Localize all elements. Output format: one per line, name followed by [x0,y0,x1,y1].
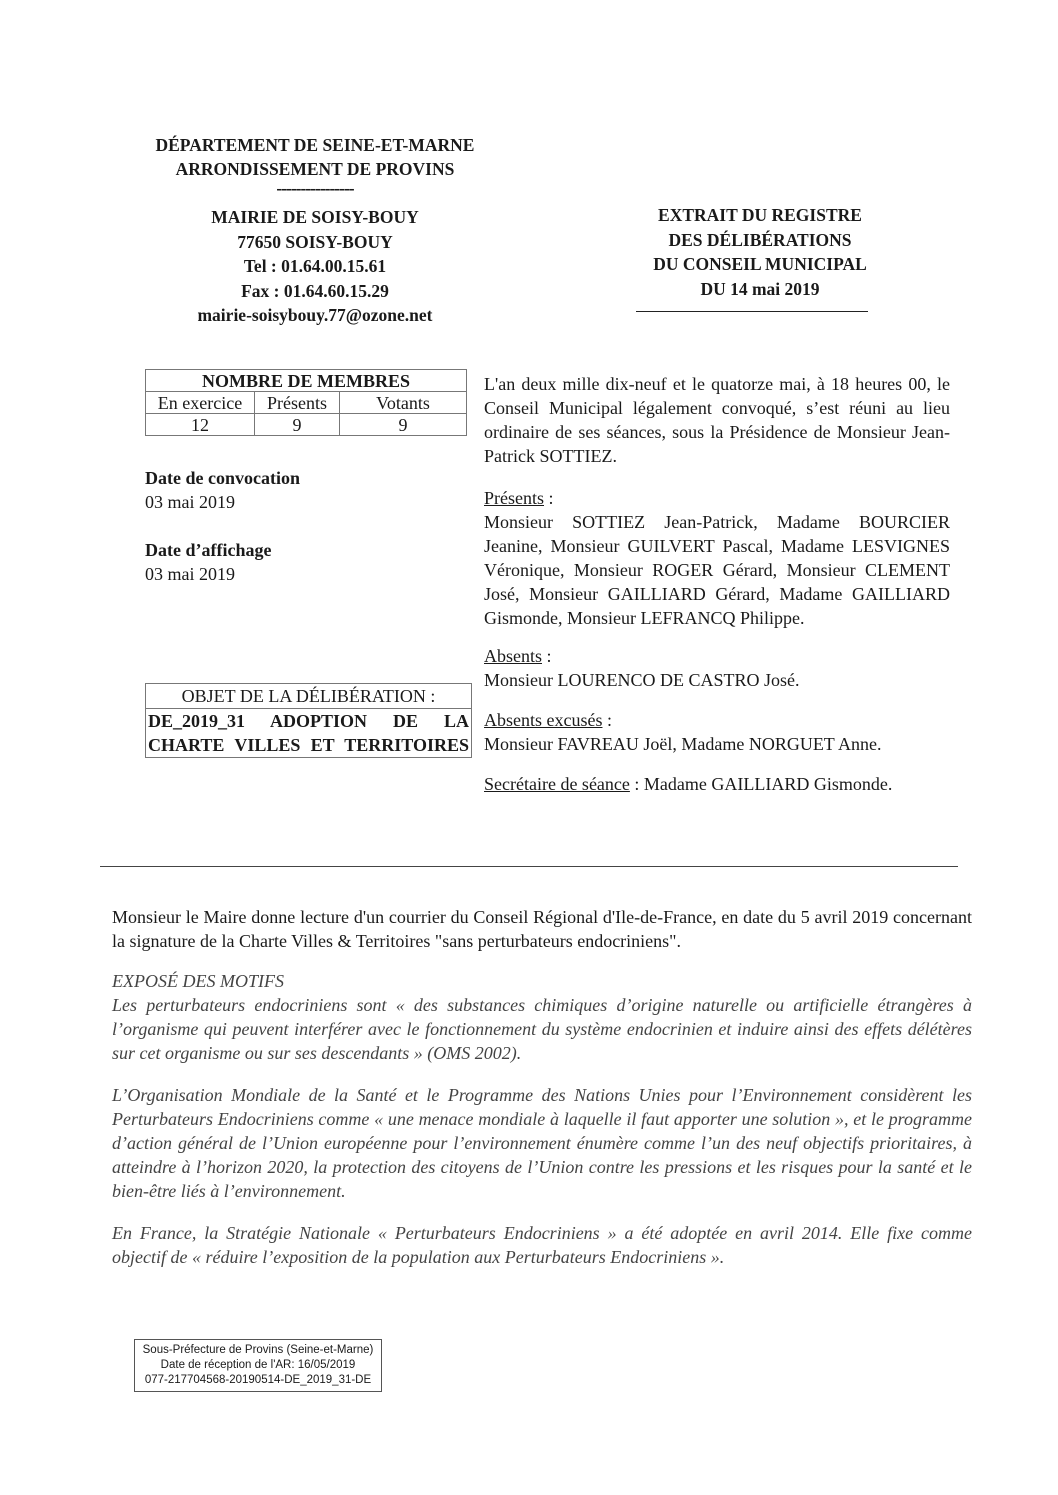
presents-label: Présents [484,488,544,508]
secretaire-label: Secrétaire de séance [484,774,630,794]
department-header [100,133,530,198]
seance-intro: L'an deux mille dix-neuf et le quatorze mai, à 18 heures 00, le Conseil Municipal légalement convoqué, s’est réuni au lieu ordinaire de ses séances, sous la Présidence de Monsieur Jean-Patrick SOTTIEZ. [484,374,950,466]
members-header-votants: Votants [340,392,467,414]
mairie-fax: Fax : 01.64.60.15.29 [241,280,389,301]
objet-text: DE_2019_31 ADOPTION DE LA CHARTE VILLES ET TERRITOIRES [148,711,469,755]
members-value-exercice: 12 [146,414,255,436]
absents-label: Absents [484,646,542,666]
motif-paragraph-2: L’Organisation Mondiale de la Santé et le Programme des Nations Unies pour l’Environnement considèrent les Perturbateurs Endocriniens comme « une menace mondiale à laquelle il faut apporter une solution », et le programme d’action général de l’Union européenne pour l’environnement énumère comme l’un des neuf objectifs prioritaires, à atteindre à l’horizon 2020, la protection des citoyens de l’Union contre les pressions et les risques pour la santé et le bien-être liés à l’environnement. [112,1085,972,1201]
deliberation-body [112,905,972,1269]
arrondissement-name: ARRONDISSEMENT DE PROVINS [175,159,455,179]
presents-list: Monsieur SOTTIEZ Jean-Patrick, Madame BOURCIER Jeanine, Monsieur GUILVERT Pascal, Madame LESVIGNES Véronique, Monsieur ROGER Gérard, Monsieur CLEMENT José, Monsieur GAILLIARD Gérard, Madame GAILLIARD Gismonde, Monsieur LEFRANCQ Philippe. [484,512,950,628]
members-value-votants: 9 [340,414,467,436]
excuses-label: Absents excusés [484,710,603,730]
motif-paragraph-1: Les perturbateurs endocriniens sont « des substances chimiques d’origine naturelle ou artificielle étrangères à l’organisme qui peuvent interférer avec le fonctionnement du système endocrinien et induire ainsi des effets délétères sur cet organisme ou sur ses descendants » (OMS 2002). [112,995,972,1063]
mairie-tel: Tel : 01.64.00.15.61 [243,256,387,276]
objet-title: OBJET DE LA DÉLIBÉRATION : [146,684,471,709]
members-value-presents: 9 [255,414,340,436]
absents-list: Monsieur LOURENCO DE CASTRO José. [484,670,800,690]
seance-block [484,372,950,796]
section-divider [100,866,958,867]
header-separator: ---------------- [276,178,354,198]
dates-spacer [145,514,465,538]
extrait-line-1: EXTRAIT DU REGISTRE [658,205,862,225]
stamp-line-3: 077-217704568-20190514-DE_2019_31-DE [144,1374,372,1386]
lecture-paragraph: Monsieur le Maire donne lecture d'un courrier du Conseil Régional d'Ile-de-France, en date du 5 avril 2019 concernant la signature de la Charte Villes & Territoires "sans perturbateurs endocriniens". [112,907,972,951]
department-name: DÉPARTEMENT DE SEINE-ET-MARNE [155,135,475,155]
mairie-name: MAIRIE DE SOISY-BOUY [211,207,419,227]
members-title: NOMBRE DE MEMBRES [146,370,467,392]
dates-block [145,466,465,586]
members-header-presents: Présents [255,392,340,414]
convocation-label: Date de convocation [145,468,300,488]
secretaire-value: : Madame GAILLIARD Gismonde. [629,774,893,794]
motif-paragraph-3: En France, la Stratégie Nationale « Perturbateurs Endocriniens » a été adoptée en avril 2014. Elle fixe comme objectif de « réduire l’exposition de la population aux Perturbateurs Endocriniens ». [112,1223,972,1267]
excuses-list: Monsieur FAVREAU Joël, Madame NORGUET Anne. [484,734,882,754]
stamp-line-2: Date de réception de l'AR: 16/05/2019 [160,1359,356,1371]
absents-suffix: : [542,646,552,666]
extrait-line-3: DU CONSEIL MUNICIPAL [653,254,867,274]
presents-suffix: : [544,488,554,508]
mairie-block [148,205,482,328]
extrait-header [620,203,900,312]
expose-title: EXPOSÉ DES MOTIFS [112,971,284,991]
excuses-suffix: : [602,710,612,730]
members-table [145,369,467,436]
extrait-line-2: DES DÉLIBÉRATIONS [668,229,852,250]
stamp-line-1: Sous-Préfecture de Provins (Seine-et-Marne) [142,1344,374,1356]
affichage-date: 03 mai 2019 [145,564,235,584]
convocation-date: 03 mai 2019 [145,492,235,512]
reception-stamp [134,1339,382,1392]
extrait-rule [636,311,868,312]
affichage-label: Date d’affichage [145,540,272,560]
extrait-line-4: DU 14 mai 2019 [700,278,820,299]
mairie-email: mairie-soisybouy.77@ozone.net [197,305,433,325]
members-header-exercice: En exercice [146,392,255,414]
objet-box [145,683,472,758]
mairie-postal: 77650 SOISY-BOUY [237,231,393,252]
